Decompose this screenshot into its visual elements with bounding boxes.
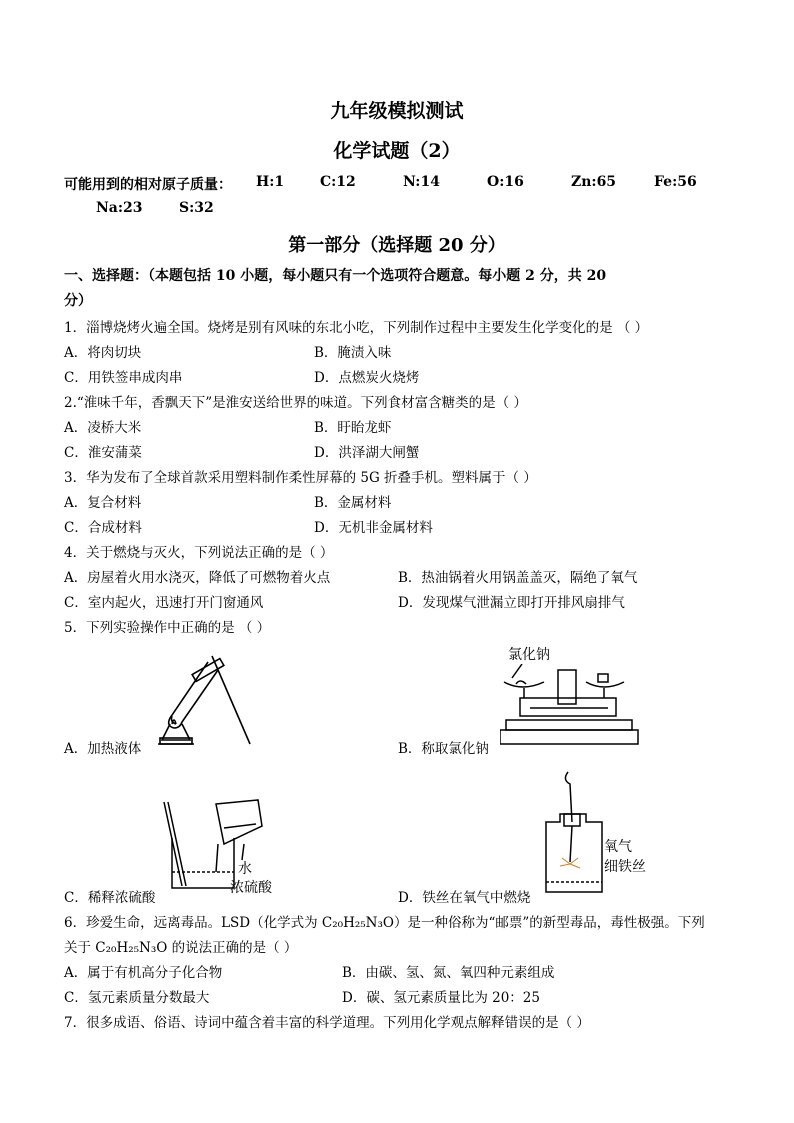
q3-option-a: A．复合材料 xyxy=(64,495,142,511)
mass-c: C:12 xyxy=(320,174,356,190)
water-label: 水 xyxy=(238,861,252,877)
q1-option-b: B．腌渍入味 xyxy=(314,345,392,361)
q2-option-a: A．凌桥大米 xyxy=(64,420,142,436)
atomic-mass-label: 可能用到的相对原子质量： xyxy=(64,177,232,193)
section-instruction-line2: 分） xyxy=(64,293,92,309)
q5-option-c: C．稀释浓硫酸 xyxy=(64,890,156,906)
q4-option-b: B．热油锅着火用锅盖盖灭，隔绝了氧气 xyxy=(398,570,638,586)
page-subtitle: 化学试题（2） xyxy=(333,140,461,162)
atomic-mass-line xyxy=(64,174,232,194)
q1-option-c: C．用铁签串成肉串 xyxy=(64,370,183,386)
q3-option-d: D．无机非金属材料 xyxy=(314,520,433,536)
mass-na: Na:23 xyxy=(96,200,143,216)
mass-o: O:16 xyxy=(487,174,524,190)
q2-option-c: C．淮安蒲菜 xyxy=(64,445,142,461)
oxygen-label: 氧气 xyxy=(604,839,632,855)
nacl-label: 氯化钠 xyxy=(508,647,550,663)
question-6-stem-line1: 6．珍爱生命，远离毒品。LSD（化学式为 C₂₀H₂₅N₃O）是一种俗称为“邮票”的新型毒品，毒性极强。下列 xyxy=(64,915,705,931)
q1-option-a: A．将肉切块 xyxy=(64,345,142,361)
question-2-stem: 2.“淮味千年，香飘天下”是淮安送给世界的味道。下列食材富含糖类的是（ ） xyxy=(64,395,527,411)
question-4-stem: 4．关于燃烧与灭火，下列说法正确的是（ ） xyxy=(64,545,334,561)
q6-option-c: C．氢元素质量分数最大 xyxy=(64,990,210,1006)
part-title: 第一部分（选择题 20 分） xyxy=(288,235,506,256)
figure-iron-wire-burning xyxy=(540,770,610,900)
question-3-stem: 3．华为发布了全球首款采用塑料制作柔性屏幕的 5G 折叠手机。塑料属于（ ） xyxy=(64,470,537,486)
question-6-stem-line2: 关于 C₂₀H₂₅N₃O 的说法正确的是（ ） xyxy=(64,940,298,956)
mass-n: N:14 xyxy=(403,174,440,190)
acid-label: 浓硫酸 xyxy=(230,880,272,896)
question-1-stem: 1．淄博烧烤火遍全国。烧烤是别有风味的东北小吃，下列制作过程中主要发生化学变化的是 （ ） xyxy=(64,320,649,336)
q4-option-a: A．房屋着火用水浇灭，降低了可燃物着火点 xyxy=(64,570,331,586)
q6-option-a: A．属于有机高分子化合物 xyxy=(64,965,223,981)
question-5-stem: 5．下列实验操作中正确的是 （ ） xyxy=(64,620,271,636)
mass-h: H:1 xyxy=(256,174,285,190)
q6-option-d: D．碳、氢元素质量比为 20：25 xyxy=(342,990,540,1006)
q5-option-b: B．称取氯化钠 xyxy=(398,741,489,757)
figure-weighing-nacl xyxy=(500,664,640,749)
q1-option-d: D．点燃炭火烧烤 xyxy=(314,370,420,386)
mass-fe: Fe:56 xyxy=(654,174,697,190)
mass-s: S:32 xyxy=(179,200,214,216)
q4-option-c: C．室内起火，迅速打开门窗通风 xyxy=(64,595,264,611)
q2-option-d: D．洪泽湖大闸蟹 xyxy=(314,445,420,461)
q4-option-d: D．发现煤气泄漏立即打开排风扇排气 xyxy=(398,595,625,611)
q3-option-c: C．合成材料 xyxy=(64,520,142,536)
page-title: 九年级模拟测试 xyxy=(330,100,464,122)
section-instruction-line1: 一、选择题：（本题包括 10 小题，每小题只有一个选项符合题意。每小题 2 分，共 20 xyxy=(64,268,607,284)
mass-zn: Zn:65 xyxy=(571,174,617,190)
q2-option-b: B．盱眙龙虾 xyxy=(314,420,392,436)
question-7-stem: 7．很多成语、俗语、诗词中蕴含着丰富的科学道理。下列用化学观点解释错误的是（ ） xyxy=(64,1015,590,1031)
wire-label: 细铁丝 xyxy=(604,859,646,875)
q5-option-a: A．加热液体 xyxy=(64,741,142,757)
q6-option-b: B．由碳、氢、氮、氧四种元素组成 xyxy=(342,965,555,981)
q5-option-d: D．铁丝在氧气中燃烧 xyxy=(398,890,531,906)
q3-option-b: B．金属材料 xyxy=(314,495,392,511)
figure-heating-liquid xyxy=(150,648,260,748)
